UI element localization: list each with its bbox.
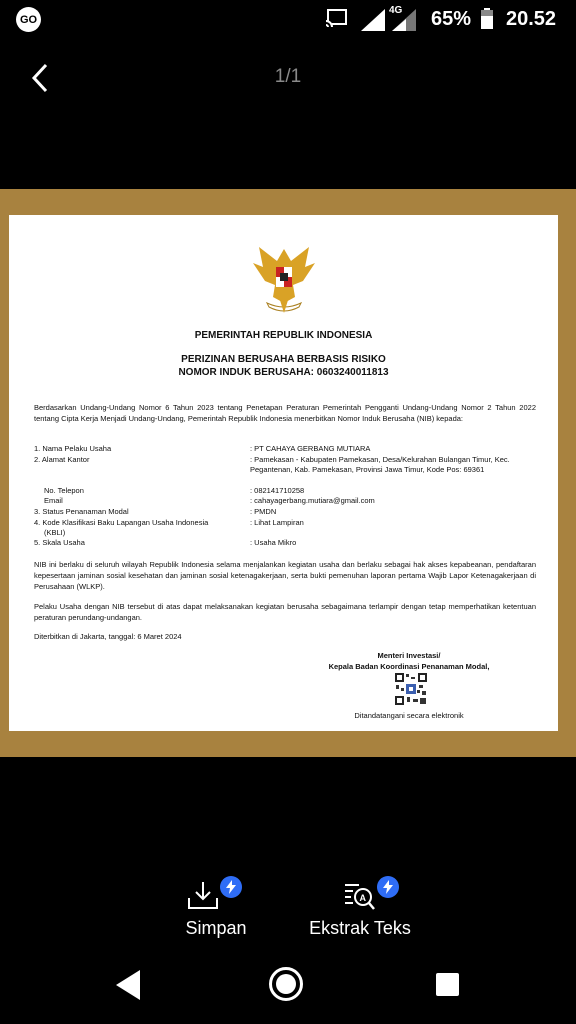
signer-title-1: Menteri Investasi/ (377, 651, 441, 660)
field-value: : PMDN (250, 507, 277, 516)
qr-code-icon (394, 672, 428, 706)
intro-paragraph: Berdasarkan Undang-Undang Nomor 6 Tahun 2023 tentang Penetapan Peraturan Pemerintah Pengganti Undang-Undang Nomor 2 Tahun 2022 tentang Cipta Kerja Menjadi Undang-Undang, Pemerintah Republik Indonesia menerbitkan Nomor Induk Berusaha (NIB) kepada: (34, 403, 536, 423)
extract-text-label: Ekstrak Teks (309, 918, 411, 938)
document-page (9, 215, 558, 731)
network-type-label: 4G (389, 5, 403, 16)
doc-title-line2: NOMOR INDUK BERUSAHA: 0603240011813 (178, 367, 389, 378)
field-label-continued: (KBLI) (44, 528, 66, 537)
field-value: : cahayagerbang.mutiara@gmail.com (250, 496, 375, 505)
download-icon (186, 880, 220, 910)
text-scan-icon (343, 880, 377, 912)
field-value: : Usaha Mikro (250, 538, 297, 547)
field-label: 1. Nama Pelaku Usaha (34, 444, 112, 453)
nav-home-button[interactable] (269, 967, 303, 1001)
electronic-signature-note: Ditandatangani secara elektronik (354, 711, 464, 720)
page-counter: 1/1 (274, 66, 302, 87)
permission-paragraph: Pelaku Usaha dengan NIB tersebut di atas dapat melaksanakan kegiatan berusaha sebagaimana terlampir dengan tetap memperhatikan ketentuan peraturan perundang-undangan. (34, 602, 536, 622)
field-value: : Lihat Lampiran (250, 518, 304, 527)
garuda-emblem-icon (249, 241, 319, 317)
signal-strength-2-icon (392, 9, 416, 31)
org-title: PEMERINTAH REPUBLIK INDONESIA (194, 330, 373, 341)
save-label: Simpan (185, 918, 247, 938)
field-label: 2. Alamat Kantor (34, 455, 90, 464)
screen-cast-icon (326, 9, 348, 27)
field-label: No. Telepon (44, 486, 84, 495)
clock: 20.52 (506, 8, 557, 30)
nav-back-icon[interactable] (114, 968, 142, 1002)
nav-recents-button[interactable] (436, 973, 459, 996)
doc-title-line1: PERIZINAN BERUSAHA BERBASIS RISIKO (181, 354, 386, 365)
document-viewer[interactable] (0, 189, 576, 757)
premium-badge-icon (220, 876, 242, 898)
battery-percent: 65% (431, 8, 472, 30)
status-bar (0, 0, 576, 40)
signal-strength-icon (361, 9, 385, 31)
field-value: : PT CAHAYA GERBANG MUTIARA (250, 444, 371, 453)
field-label: 5. Skala Usaha (34, 538, 85, 547)
validity-paragraph: NIB ini berlaku di seluruh wilayah Republik Indonesia selama menjalankan kegiatan usaha dan berlaku sebagai hak akses kepabeanan, pendaftaran kepesertaan jaminan sosial kesehatan dan jaminan sosial ketenagakerjaan, serta bukti pemenuhan laporan pertama Wajib Lapor Ketenagakerjaan di Perusahaan (WLKP). (34, 560, 536, 591)
field-value: : 082141710258 (250, 486, 305, 495)
svg-text:A: A (359, 893, 366, 903)
app-go-icon: GO (16, 7, 41, 32)
signer-title-2: Kepala Badan Koordinasi Penanaman Modal, (328, 662, 490, 671)
field-label: 4. Kode Klasifikasi Baku Lapangan Usaha Indonesia (34, 518, 209, 527)
field-label: Email (44, 496, 63, 505)
field-label: 3. Status Penanaman Modal (34, 507, 129, 516)
battery-icon (481, 8, 493, 29)
field-value: : Pamekasan - Kabupaten Pamekasan, Desa/Kelurahan Bulangan Timur, Kec. Pegantenan, Kab. Pamekasan, Provinsi Jawa Timur, Kode Pos: 69361 (250, 455, 510, 474)
issued-date: Diterbitkan di Jakarta, tanggal: 6 Maret 2024 (34, 632, 182, 641)
premium-badge-icon (377, 876, 399, 898)
